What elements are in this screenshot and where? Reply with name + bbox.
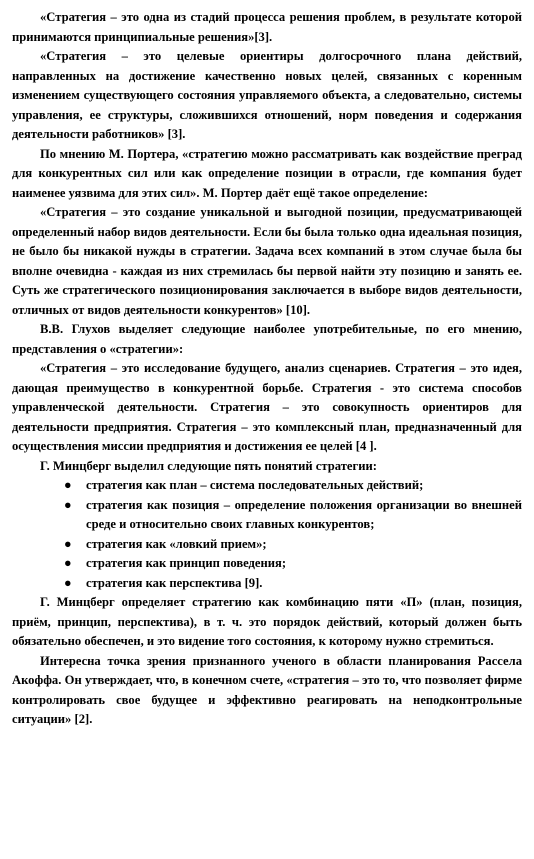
- list-item: ● стратегия как «ловкий прием»;: [12, 535, 522, 555]
- paragraph-mintzberg-intro: Г. Минцберг выделил следующие пять понятий стратегии:: [40, 458, 377, 473]
- paragraph-glukhov-definitions: «Стратегия – это исследование будущего, анализ сценариев. Стратегия – это идея, дающая преимущество в конкурентной борьбе. Стратегия - это система способов управленческой деятельности. Стратегия – это совокупность ориентиров для деятельности предприятия. Стратегия – это комплексный план, предназначенный для осуществления миссии предприятия и достижения ее целей [4 ].: [12, 361, 522, 453]
- paragraph-ackoff: Интересна точка зрения признанного ученого в области планирования Рассела Акоффа. Он утверждает, что, в конечном счете, «стратегия – это то, что позволяет фирме контролировать свое будущее и эффективно реагировать на неподконтрольные ситуации» [2].: [12, 653, 522, 726]
- paragraph-mintzberg-five-p: Г. Минцберг определяет стратегию как комбинацию пяти «П» (план, позиция, приём, принцип, перспектива), в т. ч. это порядок действий, который должен быть обязательно обеспечен, и это видение того состояния, к которому нужно стремиться.: [12, 595, 522, 648]
- bullet-icon: ●: [64, 478, 72, 492]
- paragraph-porter-definition: «Стратегия – это создание уникальной и выгодной позиции, предусматривающей определенный набор видов деятельности. Если бы была только одна идеальная позиция, не было бы никакой нужды в стратегии. Задача всех компаний в этом случае была бы вполне очевидна - каждая из них стремилась бы первой найти эту позицию и занять ее. Суть же стратегического позиционирования заключается в выборе видов деятельности, отличных от видов деятельности конкурентов» [10].: [12, 205, 522, 317]
- paragraph-strategy-definition-2: «Стратегия – это целевые ориентиры долгосрочного плана действий, направленных на достижение качественно новых целей, связанных с коренным изменением существующего состояния управляемого объекта, а следовательно, системы управления, ее структуры, сложившихся отношений, норм поведения и содержания деятельности работников» [3].: [12, 49, 522, 141]
- bullet-icon: ●: [64, 556, 72, 570]
- list-item: ● стратегия как перспектива [9].: [12, 574, 522, 594]
- list-item: ● стратегия как план – система последовательных действий;: [12, 476, 522, 496]
- list-item: ● стратегия как позиция – определение положения организации во внешней среде и относительно своих главных конкурентов;: [64, 497, 522, 531]
- bullet-icon: ●: [64, 536, 72, 551]
- paragraph-glukhov-intro: В.В. Глухов выделяет следующие наиболее употребительные, по его мнению, представления о «стратегии»:: [12, 322, 522, 356]
- paragraph-porter-opinion: По мнению М. Портера, «стратегию можно рассматривать как воздействие преград для конкурентных сил или как определение позиции в отрасли, где компания будет наименее уязвима для этих сил». М. Портер даёт ещё такое определение:: [12, 146, 522, 200]
- list-item: ● стратегия как принцип поведения;: [12, 554, 522, 574]
- bullet-icon: ●: [64, 575, 72, 590]
- bullet-icon: ●: [64, 497, 72, 512]
- paragraph-strategy-definition-1: «Стратегия – это одна из стадий процесса решения проблем, в результате которой принимаются принципиальные решения»[3].: [12, 10, 522, 44]
- mintzberg-concepts-list: [12, 476, 522, 593]
